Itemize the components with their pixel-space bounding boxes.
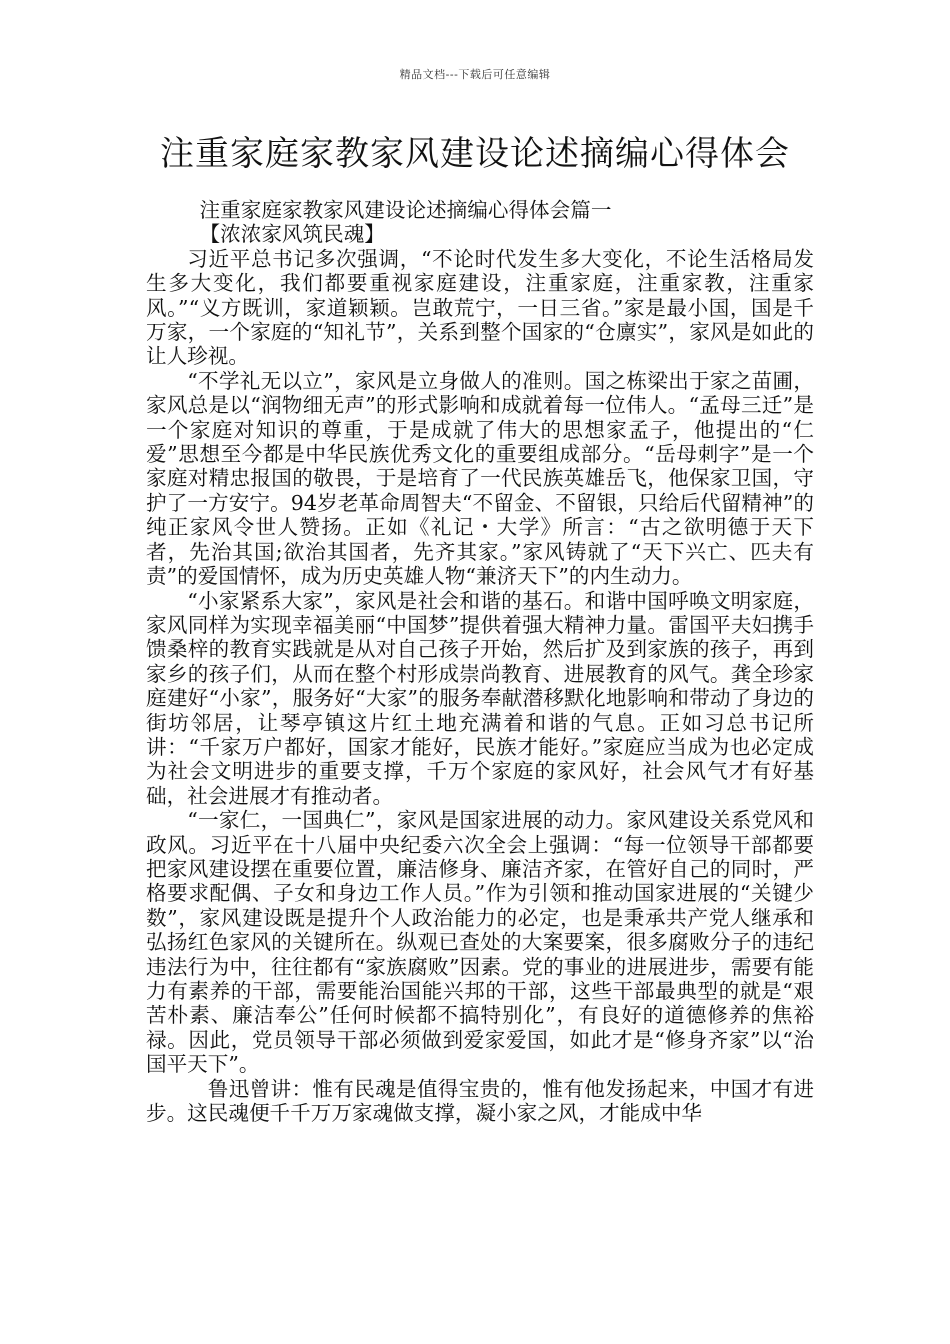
paragraph: “小家紧系大家”，家风是社会和谐的基石。和谐中国呼唤文明家庭，家风同样为实现幸福美丽“中国梦”提供着强大精神力量。雷国平夫妇携手馈桑梓的教育实践就是从对自己孩子开始，然后扩及到家族的孩子，再到家乡的孩子们，从而在整个村形成崇尚教育、进展教育的风气。龚全珍家庭建好“小家”，服务好“大家”的服务奉献潜移默化地影响和带动了身边的街坊邻居，让琴亭镇这片红土地充满着和谐的气息。正如习总书记所讲：“千家万户都好，国家才能好，民族才能好。”家庭应当成为也必定成为社会文明进步的重要支撑，千万个家庭的家风好，社会风气才有好基础，社会进展才有推动者。 <box>146 588 814 808</box>
document-body <box>146 198 814 1125</box>
paragraph: “一家仁，一国典仁”，家风是国家进展的动力。家风建设关系党风和政风。习近平在十八届中央纪委六次全会上强调：“每一位领导干部都要把家风建设摆在重要位置，廉洁修身、廉洁齐家，在管好自己的同时，严格要求配偶、子女和身边工作人员。”作为引领和推动国家进展的“关键少数”，家风建设既是提升个人政治能力的必定，也是秉承共产党人继承和弘扬红色家风的关键所在。纵观已查处的大案要案，很多腐败分子的违纪违法行为中，往往都有“家族腐败”因素。党的事业的进展进步，需要有能力有素养的干部，需要能治国能兴邦的干部，这些干部最典型的就是“艰苦朴素、廉洁奉公”任何时候都不搞特别化”，有良好的道德修养的焦裕禄。因此，党员领导干部必须做到爱家爱国，如此才是“修身齐家”以“治国平天下”。 <box>146 808 814 1077</box>
paragraph: “不学礼无以立”，家风是立身做人的准则。国之栋梁出于家之苗圃，家风总是以“润物细无声”的形式影响和成就着每一位伟人。“孟母三迁”是一个家庭对知识的尊重，于是成就了伟大的思想家孟子，他提出的“仁爱”思想至今都是中华民族优秀文化的重要组成部分。“岳母刺字”是一个家庭对精忠报国的敬畏，于是培育了一代民族英雄岳飞，他保家卫国，守护了一方安宁。94岁老革命周智夫“不留金、不留银，只给后代留精神”的纯正家风令世人赞扬。正如《礼记・大学》所言：“古之欲明德于天下者，先治其国;欲治其国者，先齐其家。”家风铸就了“天下兴亡、匹夫有责”的爱国情怀，成为历史英雄人物“兼济天下”的内生动力。 <box>146 368 814 589</box>
page-header: 精品文档---下载后可任意编辑 <box>399 68 551 81</box>
paragraph: 鲁迅曾讲：惟有民魂是值得宝贵的，惟有他发扬起来，中国才有进步。这民魂便千千万万家魂做支撑，凝小家之风，才能成中华 <box>146 1076 814 1126</box>
paragraph: 习近平总书记多次强调，“不论时代发生多大变化，不论生活格局发生多大变化，我们都要重视家庭建设，注重家庭，注重家教，注重家风。”“义方既训，家道颖颖。岂敢荒宁，一日三省。”家是最小国，国是千万家，一个家庭的“知礼节”，关系到整个国家的“仓廪实”，家风是如此的让人珍视。 <box>146 246 814 369</box>
document-title: 注重家庭家教家风建设论述摘编心得体会 <box>160 134 790 174</box>
section-heading: 【浓浓家风筑民魂】 <box>199 222 385 247</box>
document-subtitle: 注重家庭家教家风建设论述摘编心得体会篇一 <box>199 198 612 222</box>
